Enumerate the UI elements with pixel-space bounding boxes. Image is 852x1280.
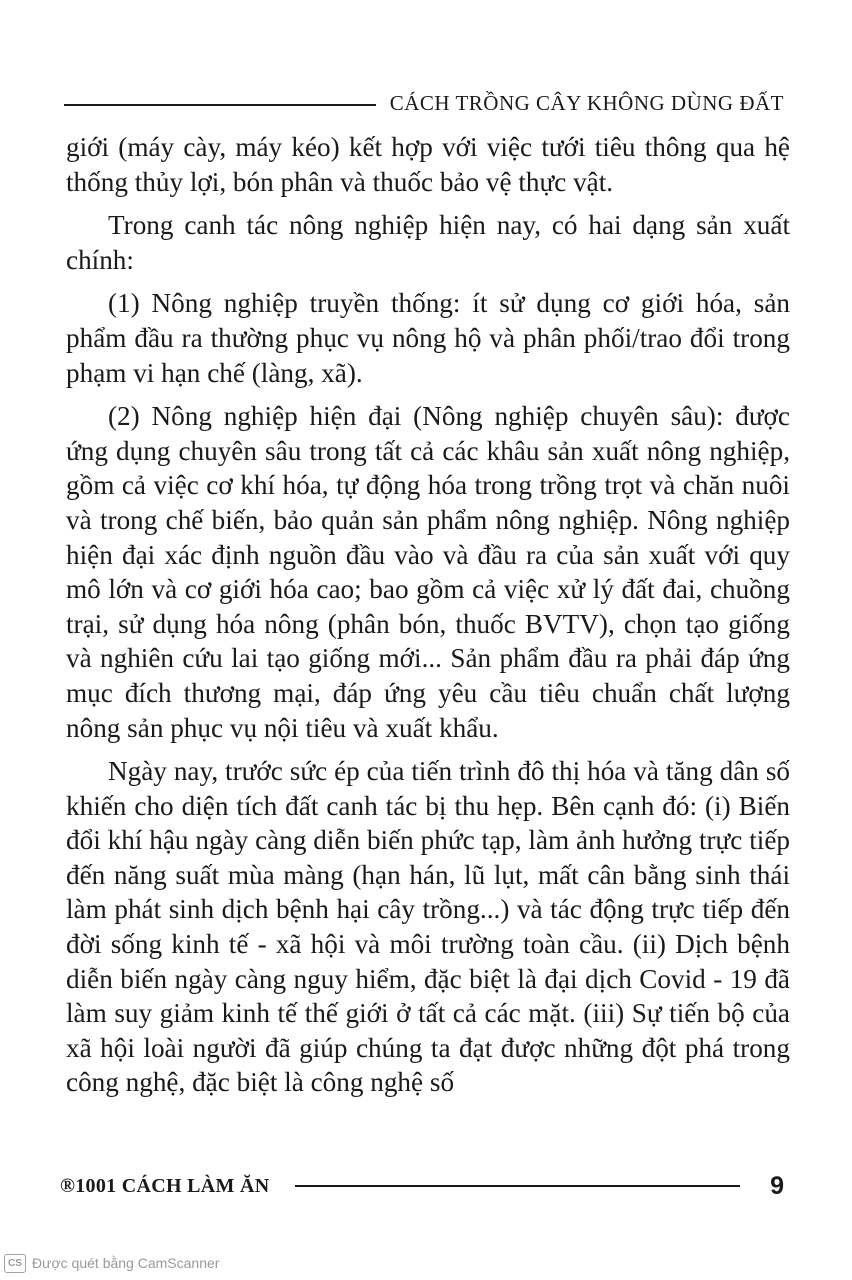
paragraph-intro: Trong canh tác nông nghiệp hiện nay, có hai dạng sản xuất chính: bbox=[66, 210, 790, 275]
header-title: CÁCH TRỒNG CÂY KHÔNG DÙNG ĐẤT bbox=[389, 90, 784, 115]
camscanner-logo-icon: CS bbox=[4, 1254, 26, 1273]
paragraph-nowadays: Ngày nay, trước sức ép của tiến trình đô thị hóa và tăng dân số khiến cho diện tích đất canh tác bị thu hẹp. Bên cạnh đó: (i) Biến đổi khí hậu ngày càng diễn biến phức tạp, làm ảnh hưởng trực tiếp đến năng suất mùa màng (hạn hán, lũ lụt, mất cân bằng sinh thái làm phát sinh dịch bệnh hại cây trồng...) và tác động trực tiếp đến đời sống kinh tế - xã hội và môi trường toàn cầu. (ii) Dịch bệnh diễn biến ngày càng nguy hiểm, đặc biệt là đại dịch Covid - 19 đã làm suy giảm kinh tế thế giới ở tất cả các mặt. (iii) Sự tiến bộ của xã hội loài người đã giúp chúng ta đạt được những đột phá trong công nghệ, đặc biệt là công nghệ số bbox=[66, 756, 790, 1098]
running-header bbox=[64, 84, 784, 114]
paragraph-continuation: giới (máy cày, máy kéo) kết hợp với việc tưới tiêu thông qua hệ thống thủy lợi, bón phân và thuốc bảo vệ thực vật. bbox=[66, 132, 790, 197]
body-text bbox=[66, 130, 790, 1109]
footer-series-title: ®1001 CÁCH LÀM ĂN bbox=[60, 1174, 270, 1197]
page-number: 9 bbox=[770, 1171, 784, 1200]
footer-rule bbox=[295, 1185, 740, 1187]
paragraph-traditional-farming: (1) Nông nghiệp truyền thống: ít sử dụng cơ giới hóa, sản phẩm đầu ra thường phục vụ nông hộ và phân phối/trao đổi trong phạm vi hạn chế (làng, xã). bbox=[66, 288, 790, 388]
paragraph-modern-farming: (2) Nông nghiệp hiện đại (Nông nghiệp chuyên sâu): được ứng dụng chuyên sâu trong tất cả các khâu sản xuất nông nghiệp, gồm cả việc cơ khí hóa, tự động hóa trong trồng trọt và chăn nuôi và trong chế biến, bảo quản sản phẩm nông nghiệp. Nông nghiệp hiện đại xác định nguồn đầu vào và đầu ra của sản xuất với quy mô lớn và cơ giới hóa cao; bao gồm cả việc xử lý đất đai, chuồng trại, sử dụng hóa nông (phân bón, thuốc BVTV), chọn tạo giống và nghiên cứu lai tạo giống mới... Sản phẩm đầu ra phải đáp ứng mục đích thương mại, đáp ứng yêu cầu tiêu chuẩn chất lượng nông sản phục vụ nội tiêu và xuất khẩu. bbox=[66, 401, 790, 743]
running-footer bbox=[60, 1168, 798, 1204]
watermark-text: Được quét bằng CamScanner bbox=[32, 1255, 220, 1271]
scanner-watermark bbox=[4, 1253, 219, 1273]
header-rule bbox=[64, 104, 376, 106]
